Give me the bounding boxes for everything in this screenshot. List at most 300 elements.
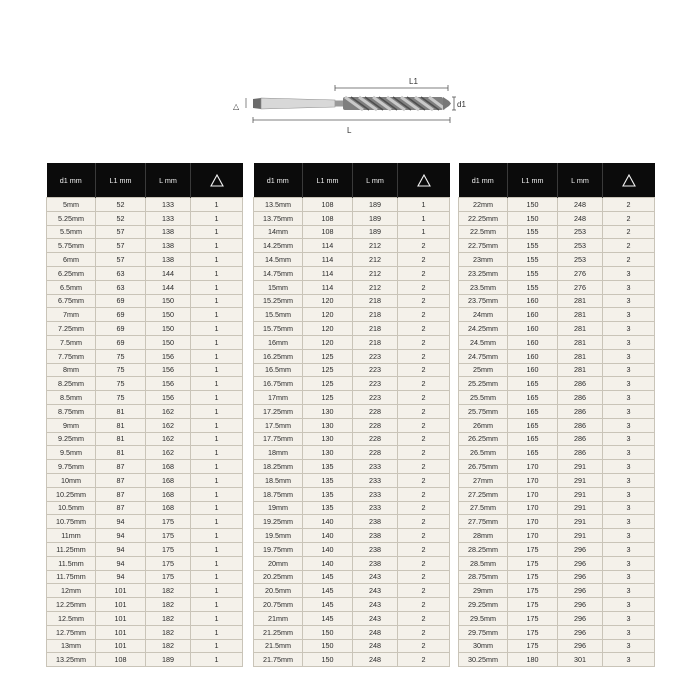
table-cell: 21.75mm [254,653,303,667]
table-row [459,432,655,446]
table-cell: 7mm [47,308,96,322]
table-cell: 138 [146,253,191,267]
table-cell: 108 [96,653,146,667]
table-cell: 20.75mm [254,598,303,612]
table-cell: 138 [146,225,191,239]
table-cell: 165 [508,391,558,405]
table-cell: 81 [96,418,146,432]
table-cell: 69 [96,322,146,336]
table-cell: 2 [398,280,450,294]
table-cell: 286 [558,432,603,446]
table-cell: 1 [191,363,243,377]
table-row [459,584,655,598]
table-row [459,211,655,225]
table-cell: 87 [96,501,146,515]
table-cell: 28mm [459,529,508,543]
table-cell: 286 [558,404,603,418]
table-cell: 11.25mm [47,542,96,556]
table-row [47,253,243,267]
table-cell: 108 [303,198,353,212]
table-cell: 2 [398,501,450,515]
table-cell: 296 [558,625,603,639]
table-cell: 1 [191,515,243,529]
table-cell: 9mm [47,418,96,432]
table-cell: 1 [191,432,243,446]
table-row [459,653,655,667]
table-row [254,501,450,515]
table-row [254,377,450,391]
table-cell: 17mm [254,391,303,405]
table-cell: 296 [558,598,603,612]
table-cell: 27.25mm [459,487,508,501]
header-d1: d1 mm [254,163,303,198]
table-cell: 1 [191,404,243,418]
table-cell: 81 [96,404,146,418]
table-cell: 81 [96,432,146,446]
table-row [254,515,450,529]
table-cell: 286 [558,391,603,405]
table-cell: 2 [603,198,655,212]
table-cell: 114 [303,253,353,267]
table-cell: 182 [146,639,191,653]
table-header-row [254,163,450,198]
table-cell: 11.5mm [47,556,96,570]
table-cell: 3 [603,584,655,598]
table-cell: 189 [353,225,398,239]
table-cell: 286 [558,418,603,432]
table-cell: 212 [353,239,398,253]
table-cell: 20mm [254,556,303,570]
table-cell: 2 [603,211,655,225]
table-cell: 2 [398,598,450,612]
table-cell: 75 [96,377,146,391]
table-cell: 94 [96,515,146,529]
table-cell: 21.25mm [254,625,303,639]
table-cell: 8.75mm [47,404,96,418]
table-cell: 5.25mm [47,211,96,225]
table-cell: 212 [353,253,398,267]
table-cell: 1 [191,253,243,267]
table-cell: 8.25mm [47,377,96,391]
table-row [459,473,655,487]
table-row [254,487,450,501]
table-cell: 2 [398,404,450,418]
table-cell: 1 [398,211,450,225]
table-cell: 12.25mm [47,598,96,612]
table-cell: 150 [303,639,353,653]
table-cell: 2 [398,308,450,322]
table-cell: 238 [353,542,398,556]
table-row [254,542,450,556]
table-row [459,266,655,280]
table-cell: 3 [603,598,655,612]
table-row [254,639,450,653]
table-cell: 3 [603,446,655,460]
table-cell: 1 [191,211,243,225]
table-row [459,225,655,239]
table-cell: 2 [398,473,450,487]
table-cell: 212 [353,280,398,294]
table-cell: 1 [191,418,243,432]
table-cell: 2 [398,515,450,529]
table-cell: 1 [191,322,243,336]
table-cell: 145 [303,584,353,598]
table-cell: 14mm [254,225,303,239]
table-row [254,253,450,267]
table-cell: 182 [146,611,191,625]
table-cell: 28.5mm [459,556,508,570]
table-row [47,542,243,556]
table-row [47,294,243,308]
table-cell: 1 [191,239,243,253]
table-cell: 27.5mm [459,501,508,515]
table-cell: 156 [146,391,191,405]
table-row [254,308,450,322]
table-cell: 3 [603,473,655,487]
table-cell: 248 [558,211,603,225]
table-cell: 233 [353,501,398,515]
table-cell: 165 [508,418,558,432]
table-cell: 11.75mm [47,570,96,584]
table-cell: 1 [398,198,450,212]
table-cell: 19mm [254,501,303,515]
table-cell: 1 [191,570,243,584]
table-cell: 135 [303,460,353,474]
table-cell: 281 [558,322,603,336]
table-row [459,253,655,267]
table-cell: 1 [191,294,243,308]
table-cell: 135 [303,501,353,515]
table-cell: 212 [353,266,398,280]
table-cell: 138 [146,239,191,253]
table-row [47,639,243,653]
table-cell: 296 [558,584,603,598]
table-cell: 2 [398,570,450,584]
table-cell: 108 [303,225,353,239]
table-cell: 175 [146,556,191,570]
table-cell: 6.25mm [47,266,96,280]
table-cell: 101 [96,639,146,653]
table-cell: 155 [508,266,558,280]
table-cell: 281 [558,294,603,308]
header-l: L mm [353,163,398,198]
label-l1: L1 [409,77,418,86]
table-cell: 2 [398,446,450,460]
table-cell: 162 [146,432,191,446]
table-cell: 5mm [47,198,96,212]
table-cell: 223 [353,391,398,405]
table-row [459,446,655,460]
header-l1: L1 mm [508,163,558,198]
table-cell: 2 [398,418,450,432]
table-row [47,363,243,377]
table-cell: 94 [96,570,146,584]
table-cell: 25mm [459,363,508,377]
table-cell: 3 [603,487,655,501]
table-cell: 253 [558,239,603,253]
table-cell: 175 [146,542,191,556]
table-cell: 3 [603,377,655,391]
table-cell: 22.5mm [459,225,508,239]
table-row [459,335,655,349]
table-cell: 180 [508,653,558,667]
table-cell: 182 [146,584,191,598]
table-row [254,611,450,625]
table-cell: 1 [191,349,243,363]
table-cell: 14.75mm [254,266,303,280]
table-cell: 276 [558,280,603,294]
table-row [47,446,243,460]
size-table-1 [46,163,243,667]
table-cell: 1 [191,584,243,598]
table-cell: 13mm [47,639,96,653]
table-row [254,598,450,612]
table-cell: 160 [508,363,558,377]
table-cell: 75 [96,349,146,363]
table-cell: 3 [603,653,655,667]
table-cell: 14.25mm [254,239,303,253]
table-row [459,639,655,653]
table-cell: 1 [191,639,243,653]
table-row [47,266,243,280]
table-cell: 2 [398,487,450,501]
table-row [254,266,450,280]
table-row [47,280,243,294]
table-cell: 165 [508,446,558,460]
table-cell: 175 [508,556,558,570]
table-cell: 150 [508,211,558,225]
table-cell: 101 [96,625,146,639]
table-cell: 63 [96,266,146,280]
table-cell: 150 [146,294,191,308]
table-cell: 6mm [47,253,96,267]
table-cell: 1 [191,473,243,487]
table-cell: 175 [146,515,191,529]
table-cell: 5.75mm [47,239,96,253]
table-row [459,294,655,308]
table-cell: 2 [398,363,450,377]
table-cell: 175 [508,584,558,598]
table-row [459,529,655,543]
table-cell: 276 [558,266,603,280]
table-row [254,584,450,598]
table-cell: 168 [146,501,191,515]
table-cell: 2 [398,611,450,625]
table-cell: 19.25mm [254,515,303,529]
table-cell: 150 [146,308,191,322]
table-row [459,501,655,515]
table-cell: 28.25mm [459,542,508,556]
table-row [47,308,243,322]
table-row [254,211,450,225]
table-cell: 218 [353,322,398,336]
table-cell: 114 [303,266,353,280]
table-cell: 170 [508,529,558,543]
table-cell: 14.5mm [254,253,303,267]
table-cell: 233 [353,473,398,487]
table-cell: 1 [191,460,243,474]
table-cell: 3 [603,308,655,322]
table-cell: 150 [508,198,558,212]
table-row [254,294,450,308]
table-row [459,363,655,377]
table-cell: 281 [558,308,603,322]
table-cell: 135 [303,473,353,487]
table-cell: 1 [191,391,243,405]
table-cell: 69 [96,308,146,322]
table-cell: 26.25mm [459,432,508,446]
table-cell: 182 [146,625,191,639]
table-cell: 94 [96,529,146,543]
table-cell: 69 [96,335,146,349]
table-row [254,198,450,212]
table-cell: 87 [96,473,146,487]
table-cell: 120 [303,308,353,322]
table-cell: 57 [96,253,146,267]
table-row [459,280,655,294]
table-cell: 2 [398,639,450,653]
table-row [254,280,450,294]
table-cell: 145 [303,570,353,584]
table-cell: 20.5mm [254,584,303,598]
table-cell: 23.25mm [459,266,508,280]
table-row [459,570,655,584]
table-cell: 238 [353,529,398,543]
triangle-icon [622,174,636,187]
table-cell: 248 [353,639,398,653]
label-l: L [347,126,352,135]
table-row [47,432,243,446]
table-row [254,446,450,460]
table-cell: 12mm [47,584,96,598]
table-row [47,335,243,349]
table-cell: 281 [558,335,603,349]
table-cell: 114 [303,239,353,253]
table-cell: 28.75mm [459,570,508,584]
table-cell: 2 [398,349,450,363]
table-cell: 114 [303,280,353,294]
table-cell: 29mm [459,584,508,598]
table-row [47,611,243,625]
table-cell: 2 [398,335,450,349]
table-row [47,239,243,253]
header-l: L mm [146,163,191,198]
table-cell: 130 [303,446,353,460]
table-cell: 3 [603,529,655,543]
table-cell: 2 [398,529,450,543]
table-cell: 160 [508,349,558,363]
table-cell: 26.5mm [459,446,508,460]
table-cell: 15.75mm [254,322,303,336]
table-cell: 286 [558,446,603,460]
table-row [47,322,243,336]
table-cell: 29.5mm [459,611,508,625]
table-cell: 170 [508,473,558,487]
table-row [459,349,655,363]
table-cell: 150 [146,322,191,336]
table-row [459,404,655,418]
table-cell: 9.25mm [47,432,96,446]
table-cell: 1 [191,611,243,625]
table-cell: 189 [146,653,191,667]
table-cell: 1 [191,335,243,349]
table-cell: 175 [508,639,558,653]
table-cell: 2 [603,239,655,253]
drill-size-tables [46,163,656,667]
table-row [254,391,450,405]
table-cell: 170 [508,501,558,515]
table-cell: 2 [398,432,450,446]
table-cell: 18mm [254,446,303,460]
table-cell: 30mm [459,639,508,653]
table-cell: 1 [191,529,243,543]
table-cell: 1 [191,225,243,239]
table-cell: 2 [398,653,450,667]
table-cell: 175 [508,570,558,584]
table-cell: 3 [603,515,655,529]
table-cell: 26mm [459,418,508,432]
drill-flutes [343,97,451,110]
table-cell: 125 [303,391,353,405]
table-cell: 175 [508,611,558,625]
table-row [47,211,243,225]
table-cell: 125 [303,363,353,377]
table-cell: 52 [96,211,146,225]
table-cell: 3 [603,335,655,349]
table-cell: 8.5mm [47,391,96,405]
table-cell: 238 [353,515,398,529]
table-cell: 1 [191,446,243,460]
table-cell: 175 [146,570,191,584]
label-d1: d1 [457,100,466,109]
table-cell: 165 [508,404,558,418]
table-cell: 1 [191,308,243,322]
table-cell: 120 [303,294,353,308]
table-cell: 125 [303,377,353,391]
table-cell: 94 [96,556,146,570]
table-cell: 87 [96,460,146,474]
table-cell: 21.5mm [254,639,303,653]
table-row [254,570,450,584]
table-cell: 296 [558,542,603,556]
table-cell: 1 [191,556,243,570]
table-row [459,556,655,570]
table-cell: 16.75mm [254,377,303,391]
table-cell: 168 [146,473,191,487]
table-cell: 3 [603,501,655,515]
table-cell: 162 [146,404,191,418]
table-row [254,460,450,474]
table-cell: 15mm [254,280,303,294]
table-cell: 25.75mm [459,404,508,418]
table-cell: 133 [146,198,191,212]
table-cell: 291 [558,501,603,515]
table-cell: 175 [508,542,558,556]
table-cell: 7.25mm [47,322,96,336]
table-cell: 3 [603,391,655,405]
table-cell: 3 [603,639,655,653]
table-cell: 1 [191,266,243,280]
table-cell: 3 [603,570,655,584]
table-cell: 15.5mm [254,308,303,322]
table-cell: 140 [303,556,353,570]
table-row [254,418,450,432]
table-row [47,349,243,363]
table-cell: 1 [191,542,243,556]
table-cell: 182 [146,598,191,612]
table-cell: 218 [353,294,398,308]
table-cell: 17.5mm [254,418,303,432]
